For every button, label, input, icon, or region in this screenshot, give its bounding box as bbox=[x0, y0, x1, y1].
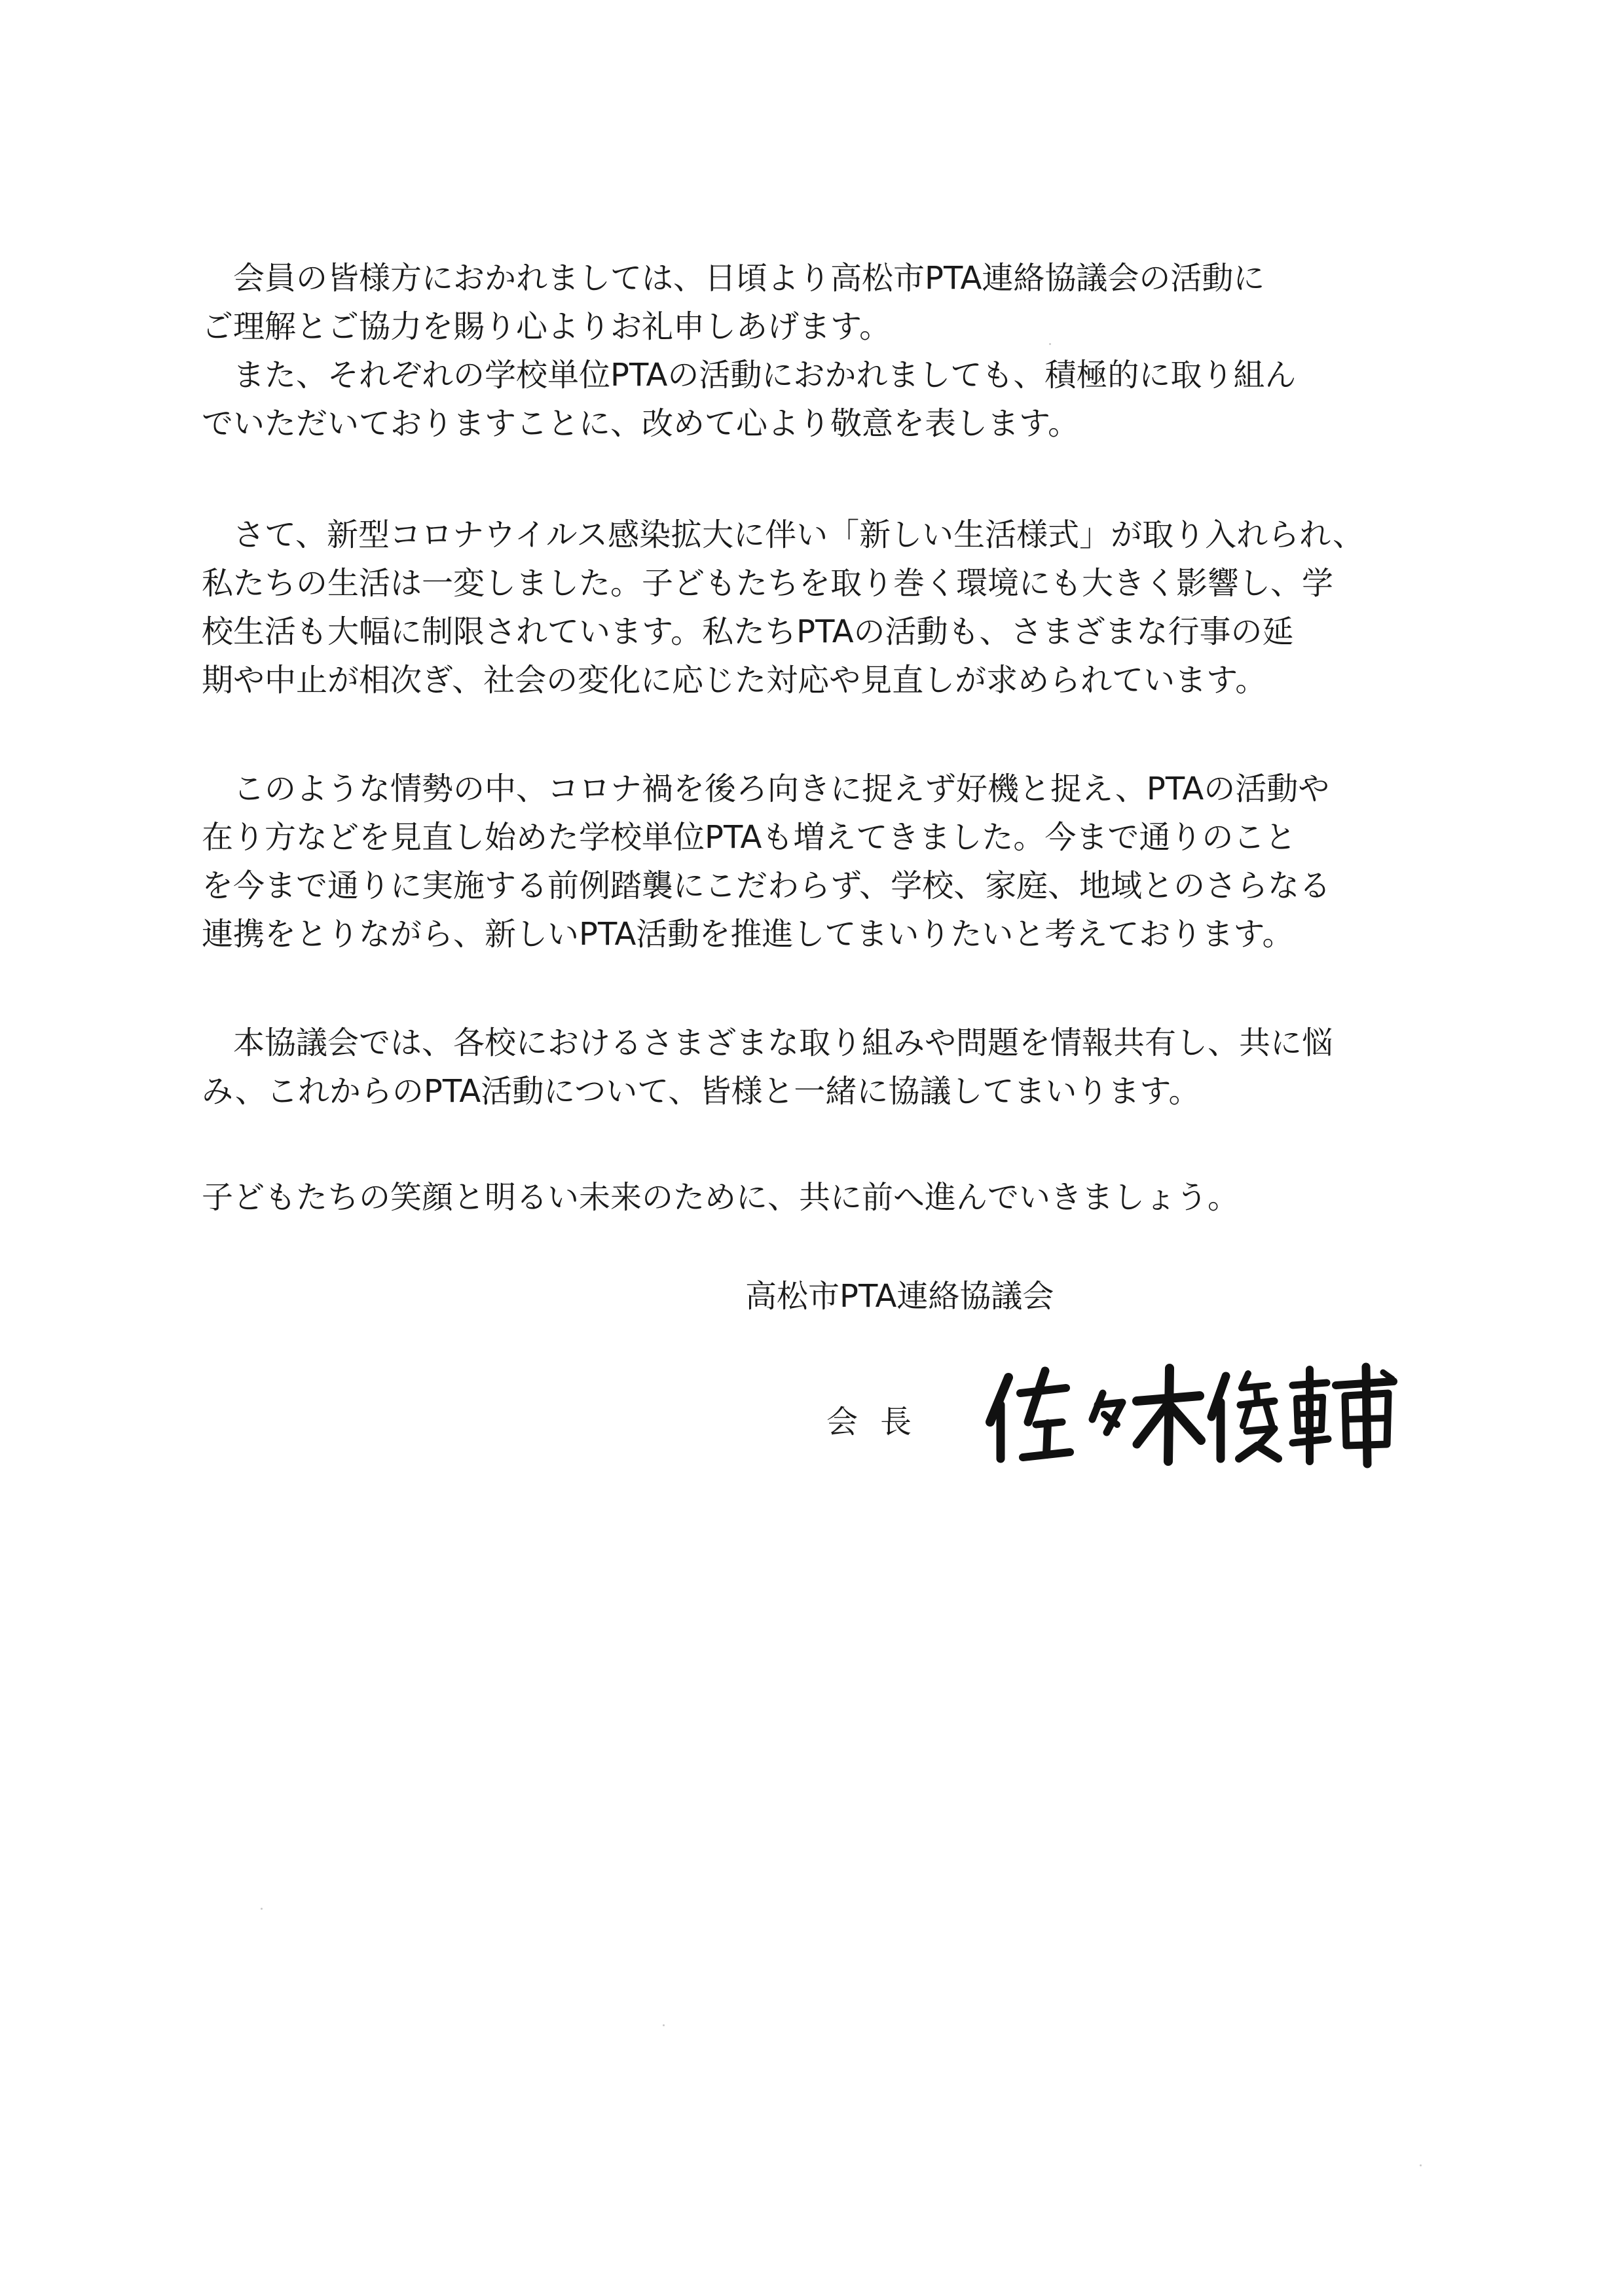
signature-image bbox=[982, 1359, 1401, 1470]
paragraph-greeting bbox=[202, 254, 1446, 448]
scan-speck bbox=[261, 1908, 263, 1910]
sender-title: 会長 bbox=[826, 1404, 934, 1440]
paragraph-line: さて、新型コロナウイルス感染拡大に伴い「新しい生活様式」が取り入れられ、 bbox=[202, 517, 1365, 553]
paragraph-line: 在り方などを見直し始めた学校単位PTAも増えてきました。今まで通りのこと bbox=[202, 819, 1297, 856]
scan-speck bbox=[1049, 343, 1051, 345]
paragraph-covid-impact bbox=[202, 511, 1446, 704]
paragraph-line: を今まで通りに実施する前例踏襲にこだわらず、学校、家庭、地域とのさらなる bbox=[202, 867, 1331, 904]
paragraph-opportunity bbox=[202, 765, 1446, 958]
scan-speck bbox=[663, 2024, 665, 2026]
paragraph-line: 校生活も大幅に制限されています。私たちPTAの活動も、さまざまな行事の延 bbox=[202, 613, 1294, 650]
paragraph-line: み、これからのPTA活動について、皆様と一緒に協議してまいります。 bbox=[202, 1073, 1200, 1110]
paragraph-line: 本協議会では、各校におけるさまざまな取り組みや問題を情報共有し、共に悩 bbox=[202, 1025, 1334, 1061]
paragraph-line: このような情勢の中、コロナ禍を後ろ向きに捉えず好機と捉え、PTAの活動や bbox=[202, 771, 1330, 807]
paragraph-line: 私たちの生活は一変しました。子どもたちを取り巻く環境にも大きく影響し、学 bbox=[202, 565, 1334, 602]
paragraph-line: 連携をとりながら、新しいPTA活動を推進してまいりたいと考えております。 bbox=[202, 916, 1294, 953]
sender-organization: 高松市PTA連絡協議会 bbox=[745, 1278, 1054, 1315]
letter-body bbox=[202, 254, 1446, 1222]
paragraph-closing bbox=[202, 1173, 1446, 1222]
handwritten-signature bbox=[982, 1359, 1401, 1470]
paragraph-line: ご理解とご協力を賜り心よりお礼申しあげます。 bbox=[202, 308, 891, 345]
paragraph-line: また、それぞれの学校単位PTAの活動におかれましても、積極的に取り組ん bbox=[202, 357, 1297, 393]
paragraph-line: 会員の皆様方におかれましては、日頃より高松市PTA連絡協議会の活動に bbox=[202, 260, 1265, 297]
paragraph-line: 期や中止が相次ぎ、社会の変化に応じた対応や見直しが求められています。 bbox=[202, 662, 1267, 699]
scan-speck bbox=[1420, 2164, 1422, 2166]
paragraph-line: でいただいておりますことに、改めて心より敬意を表します。 bbox=[202, 405, 1080, 442]
paragraph-council bbox=[202, 1019, 1446, 1116]
paragraph-line: 子どもたちの笑顔と明るい未来のために、共に前へ進んでいきましょう。 bbox=[202, 1179, 1240, 1216]
